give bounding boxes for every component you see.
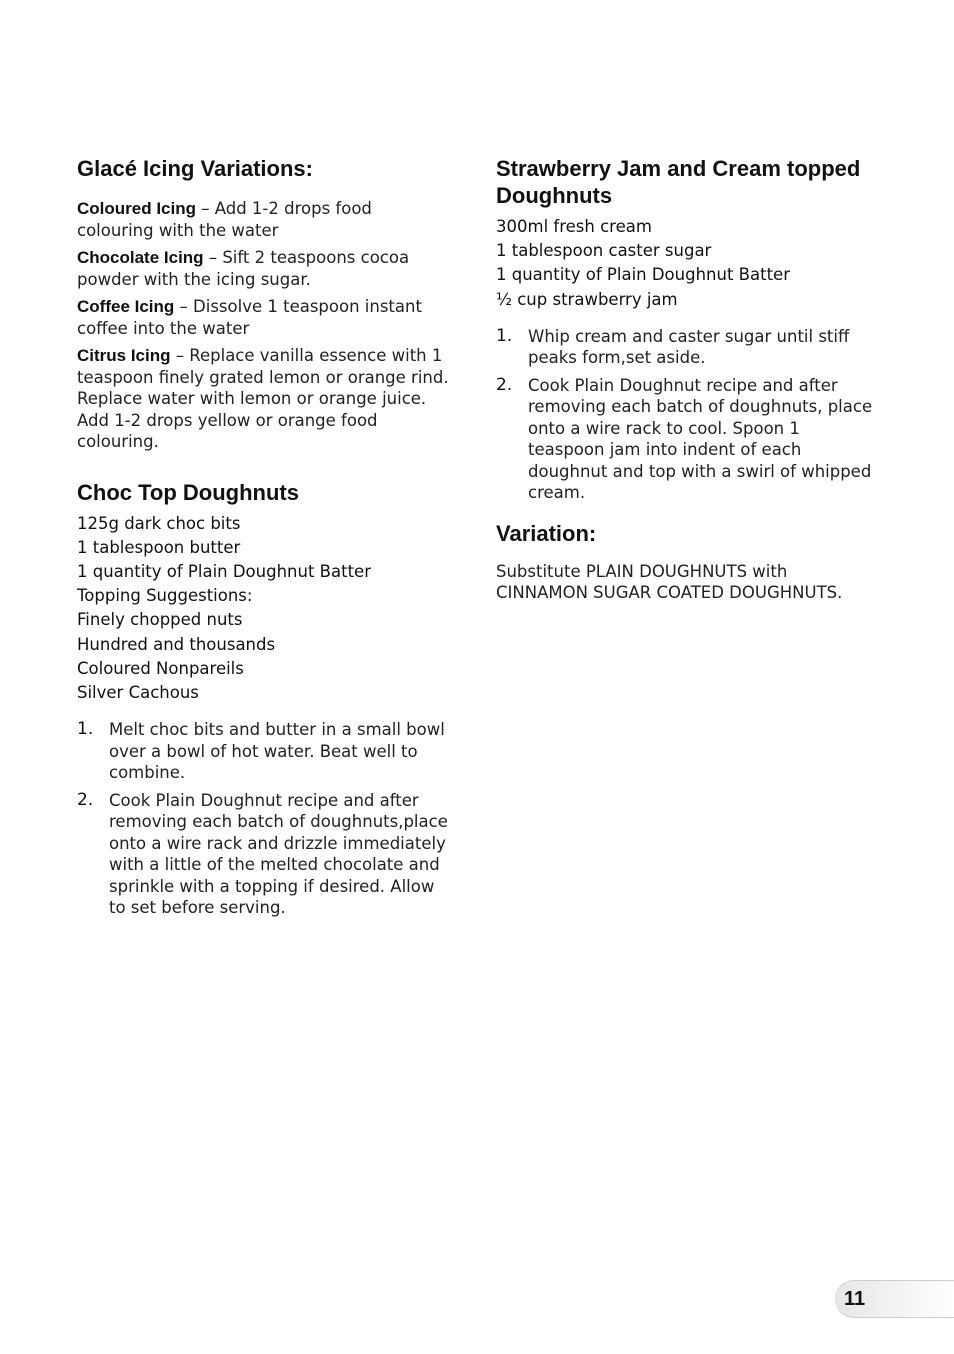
variation-text: – Add 1-2 drops food colouring with the water [77,199,372,240]
glace-variations [77,198,449,453]
glace-icing-section [77,155,449,453]
page-number: 11 [844,1288,866,1310]
choc-top-steps [77,719,449,919]
step-text: Cook Plain Doughnut recipe and after removing each batch of doughnuts, place onto a wire rack to cool. Spoon 1 teaspoon jam into indent of each doughnut and top with a swirl of whipped cream. [528,375,873,503]
variation-text: – Dissolve 1 teaspoon instant coffee into the water [77,297,422,338]
variation-name: Citrus Icing [77,346,171,365]
variation-section [496,520,880,604]
step-number: 2. [77,789,94,810]
variation-name: Chocolate Icing [77,248,204,267]
variation-coloured [77,198,449,241]
strawberry-title: Strawberry Jam and Cream topped Doughnuts [496,156,861,208]
ingredient-item: 300ml fresh cream [496,217,652,236]
variation-coffee [77,296,449,339]
step-item [496,326,880,369]
ingredient-item: 1 quantity of Plain Doughnut Batter [77,561,371,581]
step-number: 2. [496,374,513,395]
choc-top-section [77,479,449,919]
ingredient-item: Hundred and thousands [77,634,276,654]
step-text: Cook Plain Doughnut recipe and after removing each batch of doughnuts,place onto a wire rack and drizzle immediately with a little of the melted chocolate and sprinkle with a topping if desired. Allow to set before serving. [109,790,448,918]
variation-text: – Replace vanilla essence with 1 teaspoon finely grated lemon or orange rind. Replace water with lemon or orange juice. Add 1-2 drops yellow or orange food colouring. [77,346,449,451]
step-text: Whip cream and caster sugar until stiff peaks form,set aside. [528,326,850,368]
step-item [496,375,880,504]
left-column [77,155,449,925]
ingredient-item: 1 quantity of Plain Doughnut Batter [496,265,790,285]
step-item [77,719,449,784]
glace-icing-title: Glacé Icing Variations: [77,156,313,181]
step-number: 1. [77,719,94,740]
strawberry-section [496,155,880,504]
strawberry-ingredients [496,215,880,312]
ingredient-item: 125g dark choc bits [77,513,241,533]
strawberry-steps [496,326,880,504]
page-number-tab [835,1280,954,1318]
variation-name: Coffee Icing [77,297,175,316]
variation-title: Variation: [496,520,597,546]
ingredient-item: ½ cup strawberry jam [496,289,678,309]
variation-text: – Sift 2 teaspoons cocoa powder with the icing sugar. [77,248,410,289]
ingredient-item: Silver Cachous [77,682,199,702]
ingredient-item: 1 tablespoon caster sugar [496,241,712,261]
ingredient-item: 1 tablespoon butter [77,537,241,557]
choc-top-title: Choc Top Doughnuts [77,479,299,505]
ingredient-item: Finely chopped nuts [77,610,243,630]
step-number: 1. [496,325,513,346]
ingredient-item: Coloured Nonpareils [77,658,244,678]
variation-text: Substitute PLAIN DOUGHNUTS with CINNAMON SUGAR COATED DOUGHNUTS. [496,561,843,603]
variation-chocolate [77,247,449,290]
variation-citrus [77,345,449,453]
variation-name: Coloured Icing [77,199,196,218]
ingredient-item: Topping Suggestions: [77,586,253,606]
step-text: Melt choc bits and butter in a small bowl over a bowl of hot water. Beat well to combine. [109,720,445,783]
right-column [496,155,880,604]
step-item [77,790,449,919]
choc-top-ingredients [77,512,449,706]
